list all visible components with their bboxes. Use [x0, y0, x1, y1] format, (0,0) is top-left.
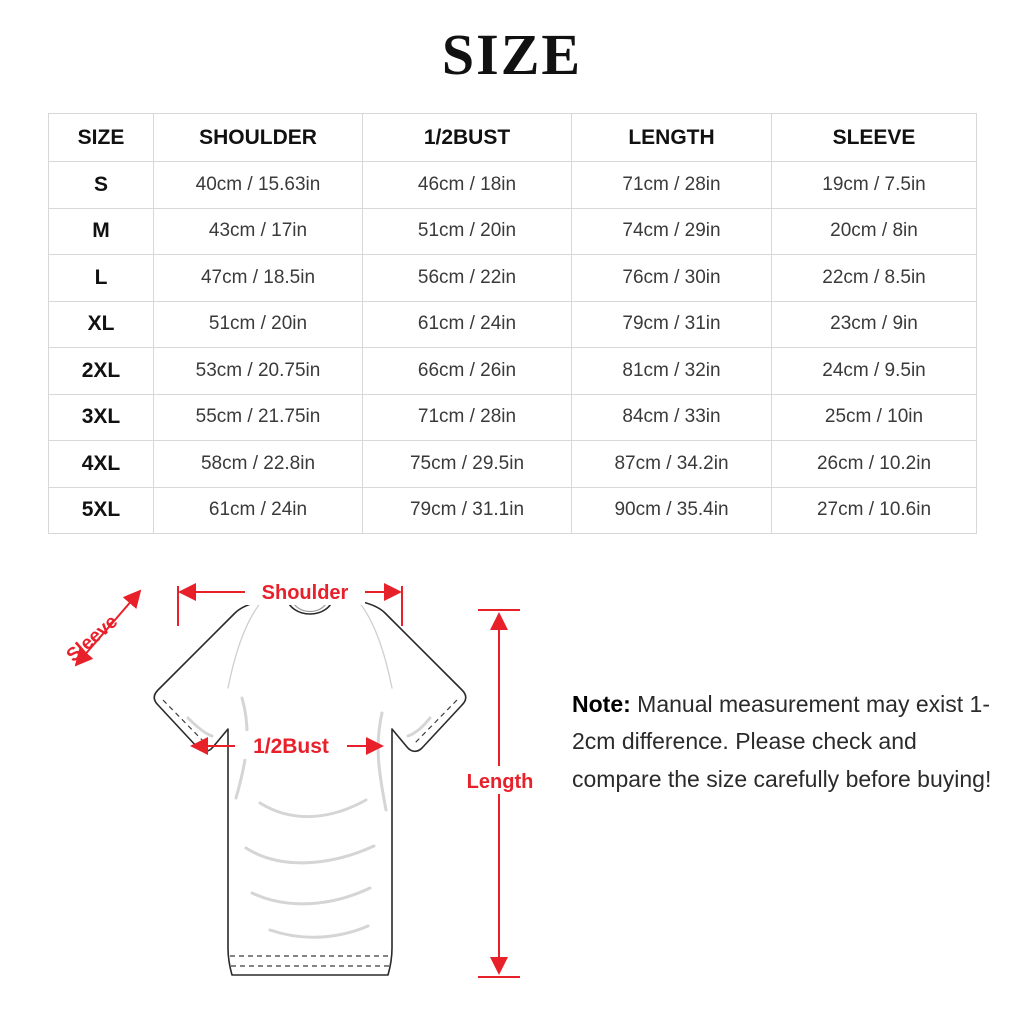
- cell-length: 90cm / 35.4in: [572, 487, 772, 534]
- cell-length: 71cm / 28in: [572, 162, 772, 209]
- cell-length: 74cm / 29in: [572, 208, 772, 255]
- cell-length: 76cm / 30in: [572, 255, 772, 302]
- table-row: [49, 441, 977, 488]
- label-length: Length: [466, 771, 534, 793]
- cell-bust: 66cm / 26in: [363, 348, 572, 395]
- cell-length: 87cm / 34.2in: [572, 441, 772, 488]
- cell-size: 4XL: [49, 441, 154, 488]
- size-table-container: [48, 113, 976, 534]
- table-row: [49, 255, 977, 302]
- tshirt-illustration: [154, 587, 466, 975]
- column-header-size: SIZE: [49, 114, 154, 162]
- cell-size: 5XL: [49, 487, 154, 534]
- cell-shoulder: 51cm / 20in: [154, 301, 363, 348]
- cell-sleeve: 20cm / 8in: [772, 208, 977, 255]
- cell-bust: 79cm / 31.1in: [363, 487, 572, 534]
- cell-sleeve: 27cm / 10.6in: [772, 487, 977, 534]
- table-row: [49, 394, 977, 441]
- cell-shoulder: 61cm / 24in: [154, 487, 363, 534]
- cell-bust: 46cm / 18in: [363, 162, 572, 209]
- cell-length: 81cm / 32in: [572, 348, 772, 395]
- cell-shoulder: 55cm / 21.75in: [154, 394, 363, 441]
- cell-bust: 75cm / 29.5in: [363, 441, 572, 488]
- note-label: Note:: [572, 691, 631, 717]
- column-header-sleeve: SLEEVE: [772, 114, 977, 162]
- note-text: Manual measurement may exist 1-2cm difference. Please check and compare the size carefully before buying!: [572, 691, 992, 792]
- cell-sleeve: 24cm / 9.5in: [772, 348, 977, 395]
- cell-bust: 71cm / 28in: [363, 394, 572, 441]
- table-row: [49, 162, 977, 209]
- label-sleeve: Sleeve: [62, 611, 123, 667]
- cell-size: XL: [49, 301, 154, 348]
- cell-size: 3XL: [49, 394, 154, 441]
- cell-size: L: [49, 255, 154, 302]
- table-header-row: [49, 114, 977, 162]
- cell-bust: 51cm / 20in: [363, 208, 572, 255]
- cell-size: M: [49, 208, 154, 255]
- note-block: [572, 686, 992, 798]
- cell-shoulder: 40cm / 15.63in: [154, 162, 363, 209]
- cell-sleeve: 23cm / 9in: [772, 301, 977, 348]
- cell-size: S: [49, 162, 154, 209]
- cell-size: 2XL: [49, 348, 154, 395]
- cell-shoulder: 58cm / 22.8in: [154, 441, 363, 488]
- cell-shoulder: 53cm / 20.75in: [154, 348, 363, 395]
- table-row: [49, 348, 977, 395]
- column-header-shoulder: SHOULDER: [154, 114, 363, 162]
- tshirt-measurement-diagram: [30, 548, 550, 1018]
- cell-sleeve: 26cm / 10.2in: [772, 441, 977, 488]
- label-bust: 1/2Bust: [253, 735, 329, 758]
- cell-length: 84cm / 33in: [572, 394, 772, 441]
- cell-sleeve: 19cm / 7.5in: [772, 162, 977, 209]
- table-row: [49, 208, 977, 255]
- cell-bust: 61cm / 24in: [363, 301, 572, 348]
- cell-bust: 56cm / 22in: [363, 255, 572, 302]
- page-title: SIZE: [441, 22, 583, 87]
- table-row: [49, 301, 977, 348]
- table-row: [49, 487, 977, 534]
- size-table: [48, 113, 977, 534]
- cell-sleeve: 22cm / 8.5in: [772, 255, 977, 302]
- cell-sleeve: 25cm / 10in: [772, 394, 977, 441]
- cell-shoulder: 43cm / 17in: [154, 208, 363, 255]
- cell-length: 79cm / 31in: [572, 301, 772, 348]
- column-header-bust: 1/2BUST: [363, 114, 572, 162]
- cell-shoulder: 47cm / 18.5in: [154, 255, 363, 302]
- label-shoulder: Shoulder: [261, 582, 349, 604]
- column-header-length: LENGTH: [572, 114, 772, 162]
